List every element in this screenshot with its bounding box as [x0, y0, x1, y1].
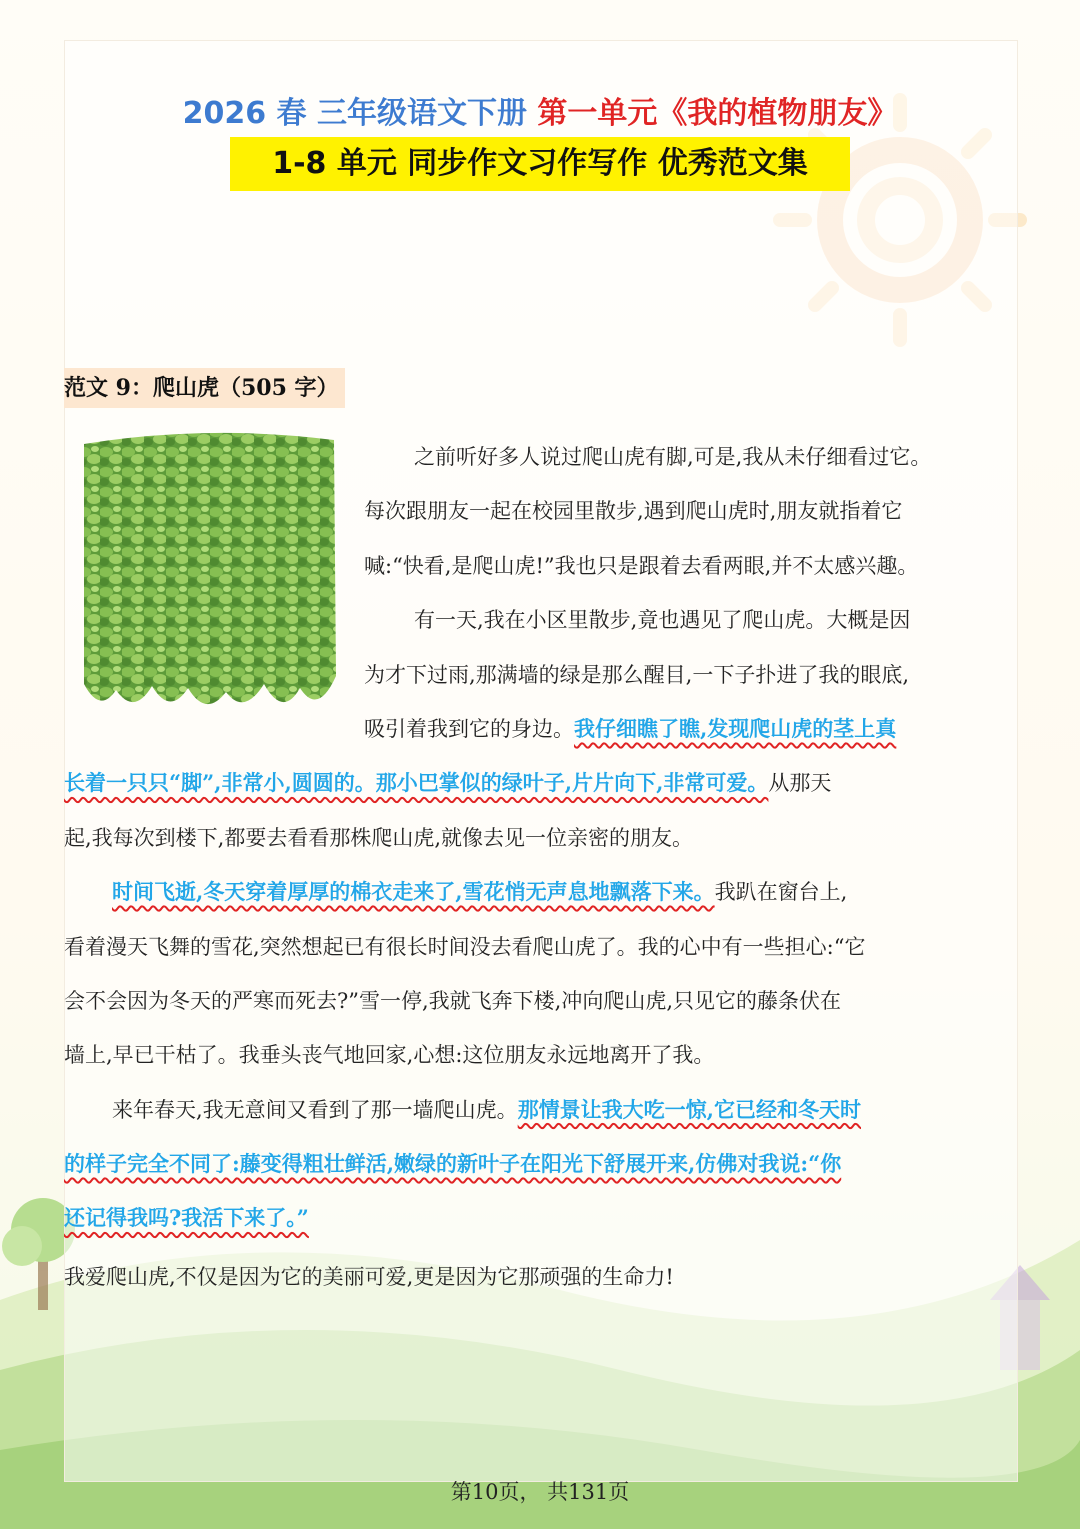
essay-line [64, 865, 1024, 919]
highlighted-sentence: 我仔细瞧了瞧,发现爬山虎的茎上真 [574, 715, 897, 741]
essay-text: 看着漫天飞舞的雪花,突然想起已有很长时间没去看爬山虎了。我的心中有一些担心:“它 [64, 934, 866, 959]
essay-text: 起,我每次到楼下,都要去看看那株爬山虎,就像去见一位亲密的朋友。 [64, 825, 694, 850]
essay-line [64, 702, 1024, 756]
essay-text: 我趴在窗台上, [714, 880, 848, 905]
essay-line [64, 1137, 1024, 1191]
essay-label: 范文 9：爬山虎（505 字） [64, 368, 345, 408]
essay-line [64, 811, 1024, 865]
essay-line [64, 920, 1024, 974]
essay-line [64, 430, 1024, 484]
essay-text: 墙上,早已干枯了。我垂头丧气地回家,心想:这位朋友永远地离开了我。 [64, 1043, 715, 1068]
essay-text: 每次跟朋友一起在校园里散步,遇到爬山虎时,朋友就指着它 [364, 499, 903, 524]
essay-line [64, 484, 1024, 538]
highlighted-sentence: 长着一只只“脚”,非常小,圆圆的。那小巴掌似的绿叶子,片片向下,非常可爱。 [64, 770, 769, 796]
essay-line [64, 1191, 1024, 1245]
highlighted-sentence: 的样子完全不同了:藤变得粗壮鲜活,嫩绿的新叶子在阳光下舒展开来,仿佛对我说:“你 [64, 1151, 842, 1177]
highlighted-sentence: 还记得我吗?我活下来了。” [64, 1205, 309, 1231]
title-grade: 2026 春 三年级语文下册 [182, 96, 527, 131]
essay-line [64, 756, 1024, 810]
essay-text: 之前听好多人说过爬山虎有脚,可是,我从未仔细看过它。 [414, 445, 932, 469]
essay-body [64, 430, 1024, 1304]
essay-line [64, 1083, 1024, 1137]
essay-line [64, 974, 1024, 1028]
essay-text: 会不会因为冬天的严寒而死去?”雪一停,我就飞奔下楼,冲向爬山虎,只见它的藤条伏在 [64, 988, 842, 1013]
essay-line [64, 648, 1024, 702]
essay-text: 我爱爬山虎,不仅是因为它的美丽可爱,更是因为它那顽强的生命力! [64, 1264, 674, 1289]
essay-text: 有一天,我在小区里散步,竟也遇见了爬山虎。大概是因 [414, 608, 911, 633]
title-unit: 第一单元《我的植物朋友》 [537, 96, 898, 131]
essay-text: 吸引着我到它的身边。 [364, 716, 574, 741]
highlighted-sentence: 那情景让我大吃一惊,它已经和冬天时 [517, 1096, 861, 1122]
essay-text: 喊:“快看,是爬山虎!”我也只是跟着去看两眼,并不太感兴趣。 [364, 553, 919, 578]
essay-text: 为才下过雨,那满墙的绿是那么醒目,一下子扑进了我的眼底, [364, 662, 910, 687]
page-title [0, 88, 1080, 132]
essay-line [64, 539, 1024, 593]
essay-line [64, 1250, 1024, 1304]
essay-text: 从那天 [768, 771, 832, 796]
highlighted-sentence: 时间飞逝,冬天穿着厚厚的棉衣走来了,雪花悄无声息地飘落下来。 [112, 879, 715, 905]
page-subtitle: 1-8 单元 同步作文习作写作 优秀范文集 [230, 137, 850, 191]
essay-text: 来年春天,我无意间又看到了那一墙爬山虎。 [112, 1097, 518, 1122]
essay-line [64, 1028, 1024, 1082]
page-footer: 第10页， 共131页 [450, 1480, 630, 1504]
essay-line [64, 593, 1024, 647]
